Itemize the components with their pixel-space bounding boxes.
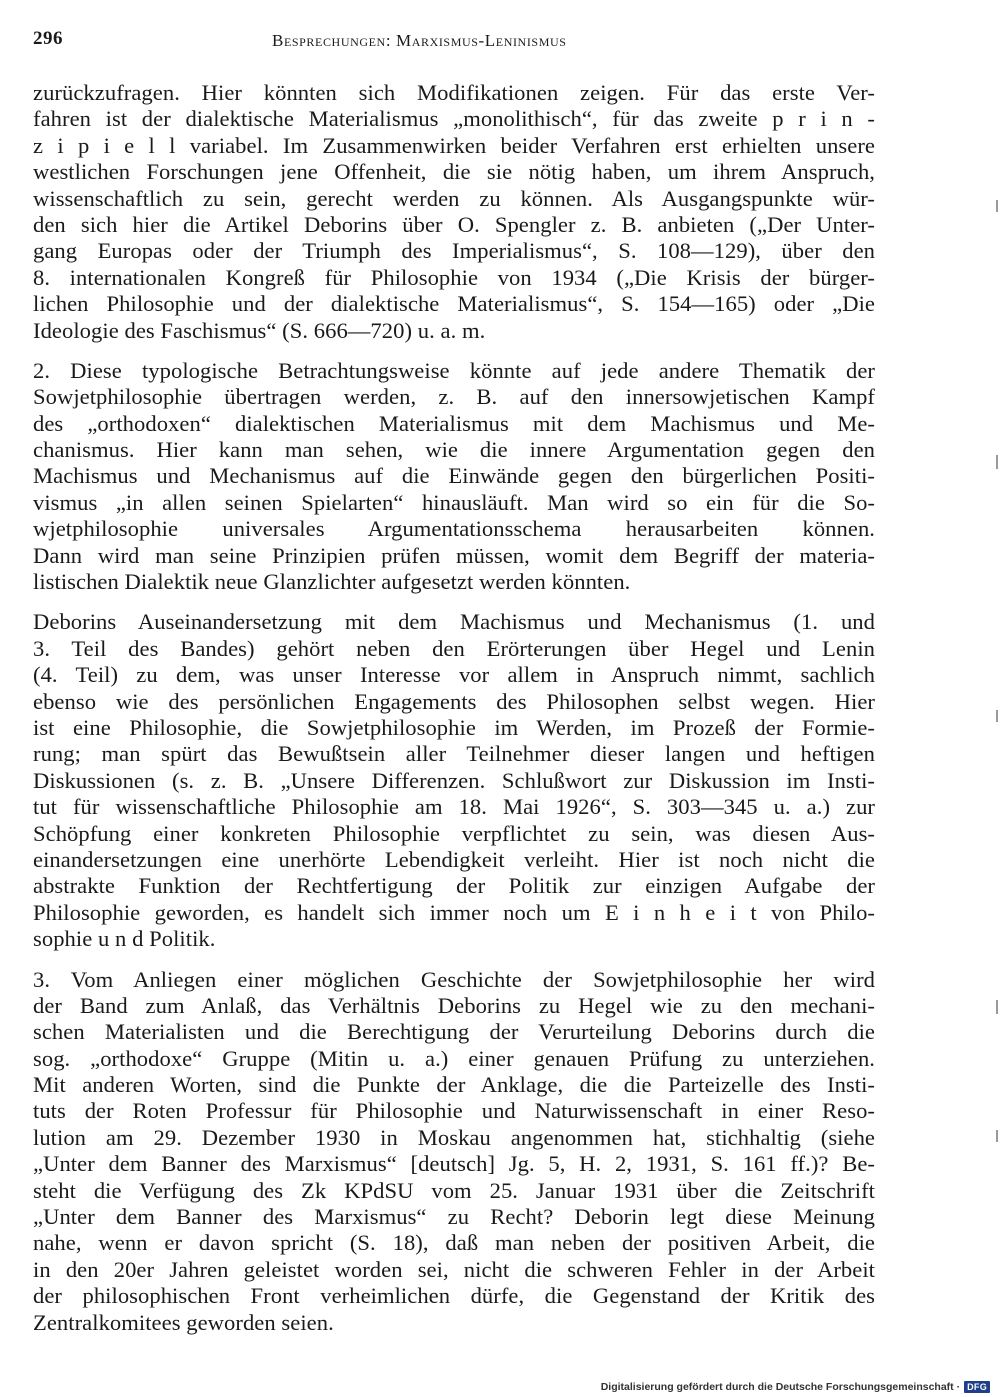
text-line: Sowjetphilosophie übertragen werden, z. B. auf den innersowjetischen Kampf: [33, 384, 875, 410]
text-line: „Unter dem Banner des Marxismus“ [deutsch] Jg. 5, H. 2, 1931, S. 161 ff.)? Be-: [33, 1151, 875, 1177]
text-line: tuts der Roten Professur für Philosophie und Naturwissenschaft in einer Reso-: [33, 1098, 875, 1124]
digitization-credit: [601, 1381, 990, 1393]
text-line: listischen Dialektik neue Glanzlichter aufgesetzt werden könnten.: [33, 569, 631, 595]
text-line: schen Materialisten und die Berechtigung der Verurteilung Deborins durch die: [33, 1019, 875, 1045]
text-line: ebenso wie des persönlichen Engagements des Philosophen selbst wegen. Hier: [33, 688, 875, 714]
text-line: Philosophie geworden, es handelt sich immer noch um E i n h e i t von Philo-: [33, 899, 875, 925]
text-line: ist eine Philosophie, die Sowjetphilosophie im Werden, im Prozeß der Formie-: [33, 714, 875, 740]
text-line: tut für wissenschaftliche Philosophie am 18. Mai 1926“, S. 303—345 u. a.) zur: [33, 794, 875, 820]
text-line: 8. internationalen Kongreß für Philosophie von 1934 („Die Krisis der bürger-: [33, 264, 875, 290]
text-line: sog. „orthodoxe“ Gruppe (Mitin u. a.) einer genauen Prüfung zu unterziehen.: [33, 1045, 875, 1071]
text-line: nahe, wenn er davon spricht (S. 18), daß man neben der positiven Arbeit, die: [33, 1230, 875, 1256]
text-line: „Unter dem Banner des Marxismus“ zu Recht? Deborin legt diese Meinung: [33, 1204, 875, 1230]
text-line: gang Europas oder der Triumph des Imperialismus“, S. 108—129), über den: [33, 238, 875, 264]
text-line: einandersetzungen eine unerhörte Lebendigkeit verleiht. Hier ist noch nicht die: [33, 846, 875, 872]
scan-edge-mark: [996, 200, 998, 212]
text-line: den sich hier die Artikel Deborins über O. Spengler z. B. anbieten („Der Unter-: [33, 211, 875, 237]
text-line: Ideologie des Faschismus“ (S. 666—720) u. a. m.: [33, 317, 486, 343]
paragraph-3: [33, 609, 875, 952]
text-line: der philosophischen Front verheimlichen dürfe, die Gegenstand der Kritik des: [33, 1283, 875, 1309]
text-line: vismus „in allen seinen Spielarten“ hinausläuft. Man wird so ein für die So-: [33, 489, 875, 515]
text-line: wissenschaftlich zu sein, gerecht werden zu können. Als Ausgangspunkte wür-: [33, 185, 875, 211]
text-line: westlichen Forschungen jene Offenheit, die sie nötig haben, um ihrem Anspruch,: [33, 159, 875, 185]
text-line: Dann wird man seine Prinzipien prüfen müssen, womit dem Begriff der materia-: [33, 542, 875, 568]
text-line: (4. Teil) zu dem, was unser Interesse vor allem in Anspruch nimmt, sachlich: [33, 662, 875, 688]
text-line: in den 20er Jahren geleistet worden sei, nicht die schweren Fehler in der Arbeit: [33, 1256, 875, 1282]
scan-edge-mark: [996, 1130, 998, 1142]
text-line: zurückzufragen. Hier könnten sich Modifikationen zeigen. Für das erste Ver-: [33, 80, 875, 105]
text-line: abstrakte Funktion der Rechtfertigung der Politik zur einzigen Aufgabe der: [33, 873, 875, 899]
paragraph-2: [33, 358, 875, 596]
text-line: der Band zum Anlaß, das Verhältnis Deborins zu Hegel wie zu den mechani-: [33, 992, 875, 1018]
text-line: wjetphilosophie universales Argumentationsschema herausarbeiten können.: [33, 516, 875, 542]
text-line: 2. Diese typologische Betrachtungsweise könnte auf jede andere Thematik der: [33, 357, 875, 383]
text-line: rung; man spürt das Bewußtsein aller Teilnehmer dieser langen und heftigen: [33, 741, 875, 767]
text-line: Mit anderen Worten, sind die Punkte der Anklage, die die Parteizelle des Insti-: [33, 1072, 875, 1098]
page-number: 296: [33, 28, 63, 49]
text-line: Deborins Auseinandersetzung mit dem Machismus und Mechanismus (1. und: [33, 609, 875, 635]
paragraph-4: [33, 967, 875, 1336]
text-line: sophie u n d Politik.: [33, 926, 216, 952]
text-line: steht die Verfügung des Zk KPdSU vom 25. Januar 1931 über die Zeitschrift: [33, 1177, 875, 1203]
text-line: chanismus. Hier kann man sehen, wie die innere Argumentation gegen den: [33, 437, 875, 463]
text-line: 3. Vom Anliegen einer möglichen Geschichte der Sowjetphilosophie her wird: [33, 966, 875, 992]
text-line: Diskussionen (s. z. B. „Unsere Differenzen. Schlußwort zur Diskussion im Insti-: [33, 767, 875, 793]
text-line: Schöpfung einer konkreten Philosophie verpflichtet zu sein, was diesen Aus-: [33, 820, 875, 846]
credit-text: Digitalisierung gefördert durch die Deutsche Forschungsgemeinschaft ·: [600, 1381, 961, 1393]
text-line: fahren ist der dialektische Materialismus „monolithisch“, für das zweite p r i n -: [33, 106, 875, 132]
text-column: [33, 80, 875, 1336]
text-line: lichen Philosophie und der dialektische Materialismus“, S. 154—165) oder „Die: [33, 291, 875, 317]
scan-edge-mark: [996, 455, 998, 469]
running-head: Besprechungen: Marxismus-Leninismus: [272, 31, 567, 50]
text-line: Zentralkomitees geworden seien.: [33, 1309, 334, 1335]
scan-edge-mark: [996, 710, 998, 722]
text-line: des „orthodoxen“ dialektischen Materialismus mit dem Machismus und Me-: [33, 410, 875, 436]
scan-edge-mark: [996, 1000, 998, 1014]
text-line: Machismus und Mechanismus auf die Einwände gegen den bürgerlichen Positi-: [33, 463, 875, 489]
text-line: z i p i e l l variabel. Im Zusammenwirken beider Verfahren erst erhielten unsere: [33, 132, 875, 158]
text-line: lution am 29. Dezember 1930 in Moskau angenommen hat, stichhaltig (siehe: [33, 1124, 875, 1150]
dfg-logo-icon: DFG: [964, 1381, 990, 1393]
text-line: 3. Teil des Bandes) gehört neben den Erörterungen über Hegel und Lenin: [33, 635, 875, 661]
paragraph-1: [33, 80, 875, 344]
